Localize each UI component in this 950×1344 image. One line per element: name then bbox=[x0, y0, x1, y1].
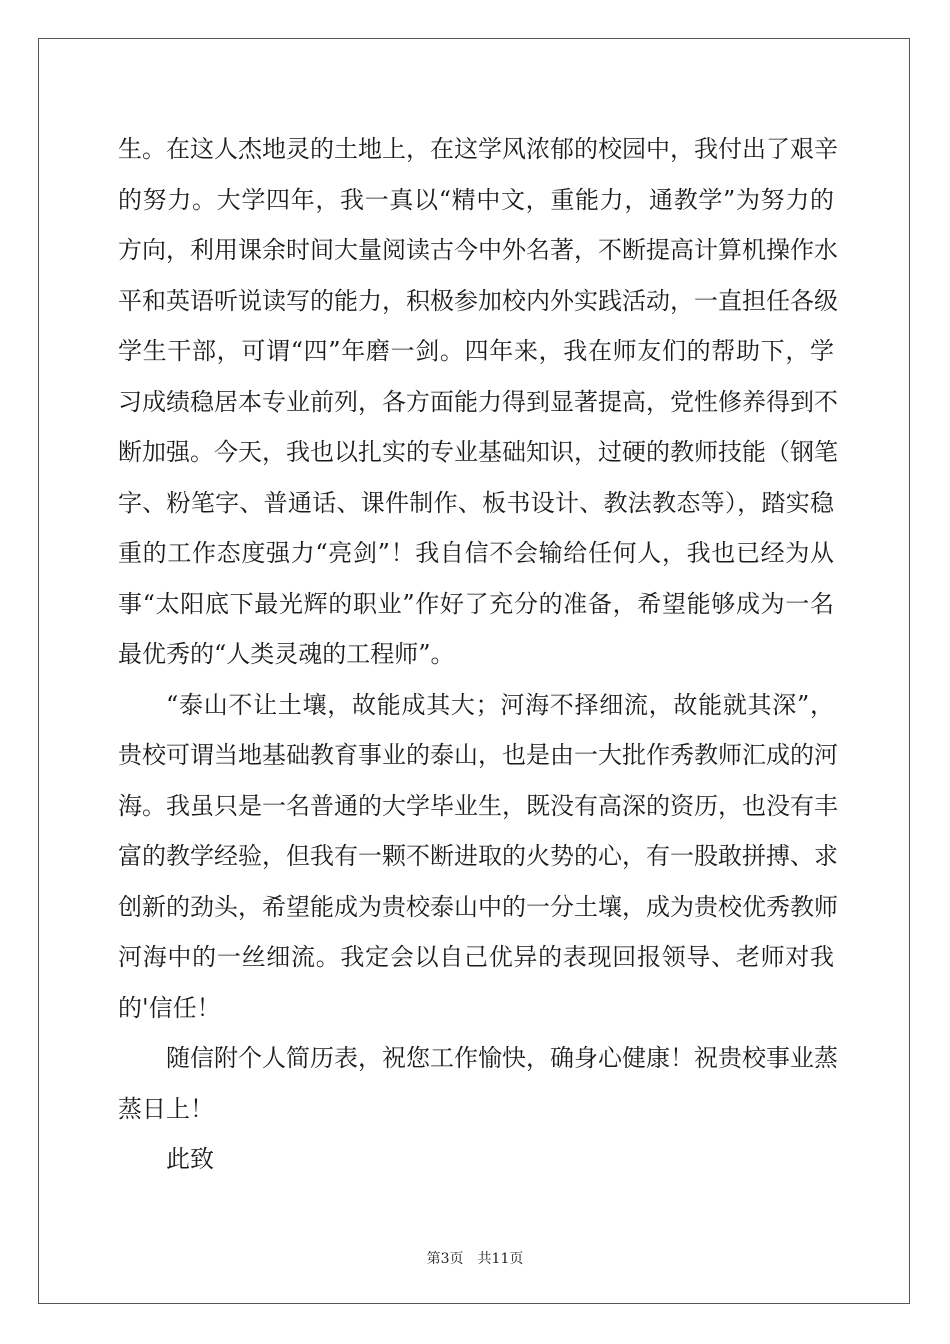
page-footer bbox=[0, 1248, 950, 1268]
text-line: 学生干部，可谓“四”年磨一剑。四年来，我在师友们的帮助下，学 bbox=[118, 337, 834, 365]
text-line: 的'信任！ bbox=[118, 993, 221, 1022]
paragraph bbox=[118, 1134, 834, 1185]
text-line: 断加强。今天，我也以扎实的专业基础知识，过硬的教师技能（钢笔 bbox=[118, 438, 838, 466]
text-line: 字、粉笔字、普通话、课件制作、板书设计、教法教态等），踏实稳 bbox=[118, 488, 834, 517]
letter-body bbox=[118, 124, 838, 1185]
text-line: 随信附个人简历表，祝您工作愉快，确身心健康！祝贵校事业蒸 bbox=[166, 1044, 838, 1072]
closing-line: 此致 bbox=[166, 1145, 214, 1173]
text-line: 最优秀的“人类灵魂的工程师”。 bbox=[118, 640, 455, 668]
text-line: 创新的劲头，希望能成为贵校泰山中的一分土壤，成为贵校优秀教师 bbox=[118, 892, 838, 921]
text-line: 蒸日上！ bbox=[118, 1094, 214, 1123]
text-line: 河海中的一丝细流。我定会以自己优异的表现回报领导、老师对我 bbox=[118, 943, 834, 971]
paragraph bbox=[118, 680, 838, 1034]
text-line: 富的教学经验，但我有一颗不断进取的火势的心，有一股敢拼搏、求 bbox=[118, 842, 838, 870]
text-line: 生。在这人杰地灵的土地上，在这学风浓郁的校园中，我付出了艰辛 bbox=[118, 135, 838, 163]
text-line: 重的工作态度强力“亮剑”！我自信不会输给任何人，我也已经为从 bbox=[118, 539, 834, 567]
text-line: 平和英语听说读写的能力，积极参加校内外实践活动，一直担任各级 bbox=[118, 286, 838, 315]
text-line: 方向，利用课余时间大量阅读古今中外名著，不断提高计算机操作水 bbox=[118, 236, 838, 264]
text-line: 海。我虽只是一名普通的大学毕业生，既没有高深的资历，也没有丰 bbox=[118, 791, 838, 820]
text-line: 的努力。大学四年，我一真以“精中文，重能力，通教学”为努力的 bbox=[118, 185, 834, 214]
text-line: “泰山不让土壤，故能成其大；河海不择细流，故能就其深”， bbox=[166, 690, 834, 719]
page-total: 共11页 bbox=[477, 1251, 524, 1267]
paragraph bbox=[118, 124, 838, 680]
text-line: 习成绩稳居本专业前列，各方面能力得到显著提高，党性修养得到不 bbox=[118, 387, 838, 416]
text-line: 事“太阳底下最光辉的职业”作好了充分的准备，希望能够成为一名 bbox=[118, 589, 834, 618]
text-line: 贵校可谓当地基础教育事业的泰山，也是由一大批作秀教师汇成的河 bbox=[118, 741, 838, 769]
page-number: 第3页 bbox=[426, 1251, 464, 1267]
paragraph bbox=[118, 1033, 838, 1134]
